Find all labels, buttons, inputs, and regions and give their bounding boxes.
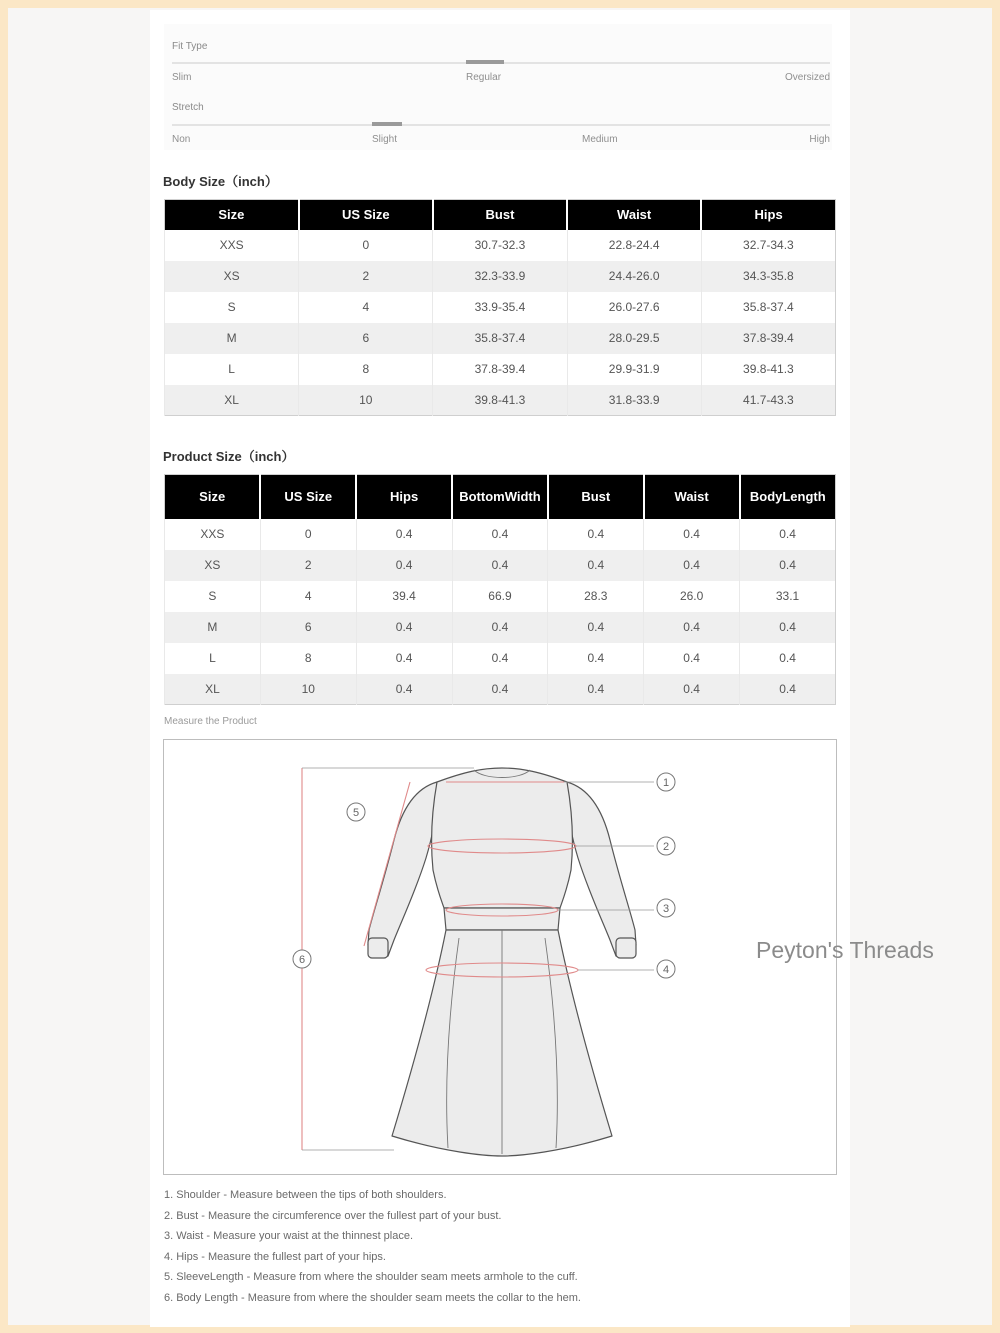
- note-bust: 2. Bust - Measure the circumference over the fullest part of your bust.: [164, 1209, 502, 1222]
- table-row: [165, 550, 836, 581]
- fit-stretch-panel: [164, 24, 832, 150]
- marker-5-icon: [347, 803, 365, 821]
- column-header: BodyLength: [740, 475, 836, 519]
- table-cell: 0.4: [356, 612, 452, 643]
- table-row: [165, 612, 836, 643]
- svg-text:3: 3: [662, 903, 670, 915]
- table-cell: 32.7-34.3: [701, 230, 835, 261]
- table-cell: 4: [299, 292, 433, 323]
- table-cell: 4: [260, 581, 356, 612]
- table-cell: 2: [299, 261, 433, 292]
- svg-text:5: 5: [352, 807, 360, 819]
- table-cell: 0.4: [644, 643, 740, 674]
- table-cell: 0.4: [644, 674, 740, 705]
- product-size-title: Product Size（inch）: [163, 449, 295, 464]
- table-row: [165, 323, 836, 354]
- note-waist: 3. Waist - Measure your waist at the thinnest place.: [164, 1230, 414, 1243]
- table-cell: 39.4: [356, 581, 452, 612]
- marker-6-icon: [293, 950, 311, 968]
- stretch-label-non: Non: [172, 134, 191, 145]
- table-cell: 0.4: [452, 643, 548, 674]
- column-header: US Size: [299, 200, 433, 230]
- table-cell: 31.8-33.9: [567, 385, 701, 416]
- stretch-indicator: [372, 122, 402, 126]
- column-header: Waist: [644, 475, 740, 519]
- table-cell: 35.8-37.4: [701, 292, 835, 323]
- marker-1-icon: [657, 773, 675, 791]
- table-cell: 0.4: [644, 550, 740, 581]
- table-cell: 0.4: [452, 612, 548, 643]
- svg-text:6: 6: [298, 954, 306, 966]
- svg-text:1: 1: [662, 777, 670, 789]
- table-cell: 28.0-29.5: [567, 323, 701, 354]
- fit-label-slim: Slim: [172, 72, 192, 83]
- table-cell: 0: [260, 519, 356, 550]
- table-cell: 10: [299, 385, 433, 416]
- table-cell: 8: [299, 354, 433, 385]
- table-cell: 35.8-37.4: [433, 323, 567, 354]
- table-cell: XL: [165, 385, 299, 416]
- svg-text:4: 4: [662, 964, 670, 976]
- table-row: [165, 354, 836, 385]
- column-header: Hips: [701, 200, 835, 230]
- stretch-label-medium: Medium: [582, 134, 618, 145]
- table-cell: 24.4-26.0: [567, 261, 701, 292]
- column-header: BottomWidth: [452, 475, 548, 519]
- dress-illustration: [164, 740, 836, 1174]
- column-header: Size: [165, 475, 261, 519]
- marker-3-icon: [657, 899, 675, 917]
- table-row: [165, 292, 836, 323]
- stretch-title: Stretch: [172, 102, 204, 113]
- fit-label-regular: Regular: [466, 72, 502, 83]
- table-cell: XS: [165, 550, 261, 581]
- table-cell: XXS: [165, 519, 261, 550]
- column-header: US Size: [260, 475, 356, 519]
- table-cell: 0.4: [356, 550, 452, 581]
- column-header: Size: [165, 200, 299, 230]
- table-row: [165, 519, 836, 550]
- table-cell: 66.9: [452, 581, 548, 612]
- table-cell: 8: [260, 643, 356, 674]
- table-cell: 10: [260, 674, 356, 705]
- table-cell: L: [165, 354, 299, 385]
- table-cell: S: [165, 581, 261, 612]
- stretch-label-high: High: [809, 134, 830, 145]
- table-cell: 0.4: [740, 612, 836, 643]
- column-header: Waist: [567, 200, 701, 230]
- table-cell: 33.1: [740, 581, 836, 612]
- table-cell: 0.4: [452, 519, 548, 550]
- table-cell: 0.4: [740, 674, 836, 705]
- table-header-row: [165, 200, 836, 230]
- table-cell: 0.4: [548, 643, 644, 674]
- note-body-length: 6. Body Length - Measure from where the shoulder seam meets the collar to the hem.: [164, 1291, 581, 1304]
- table-cell: L: [165, 643, 261, 674]
- table-cell: 0.4: [548, 550, 644, 581]
- fit-label-oversized: Oversized: [784, 72, 830, 83]
- table-row: [165, 643, 836, 674]
- table-cell: 0.4: [548, 674, 644, 705]
- table-row: [165, 230, 836, 261]
- table-cell: 33.9-35.4: [433, 292, 567, 323]
- table-row: [165, 261, 836, 292]
- table-cell: 0.4: [548, 519, 644, 550]
- table-cell: 26.0-27.6: [567, 292, 701, 323]
- note-shoulder: 1. Shoulder - Measure between the tips of both shoulders.: [164, 1189, 447, 1201]
- marker-4-icon: [657, 960, 675, 978]
- table-cell: 32.3-33.9: [433, 261, 567, 292]
- table-cell: XL: [165, 674, 261, 705]
- table-cell: 0.4: [740, 643, 836, 674]
- measure-caption: Measure the Product: [164, 716, 257, 727]
- table-cell: 41.7-43.3: [701, 385, 835, 416]
- table-cell: 0.4: [644, 612, 740, 643]
- table-cell: 0.4: [548, 612, 644, 643]
- table-cell: S: [165, 292, 299, 323]
- table-cell: XXS: [165, 230, 299, 261]
- fit-type-title: Fit Type: [172, 41, 208, 52]
- table-cell: 6: [299, 323, 433, 354]
- note-hips: 4. Hips - Measure the fullest part of your hips.: [164, 1250, 386, 1263]
- column-header: Hips: [356, 475, 452, 519]
- product-size-table: [164, 474, 836, 705]
- table-cell: M: [165, 612, 261, 643]
- fit-type-indicator: [466, 60, 504, 64]
- watermark: Peyton's Threads: [756, 937, 934, 963]
- table-cell: 0.4: [356, 643, 452, 674]
- table-cell: 34.3-35.8: [701, 261, 835, 292]
- column-header: Bust: [548, 475, 644, 519]
- note-sleeve-length: 5. SleeveLength - Measure from where the shoulder seam meets armhole to the cuff.: [164, 1271, 578, 1284]
- table-cell: 0.4: [356, 519, 452, 550]
- stretch-label-slight: Slight: [372, 134, 398, 145]
- table-cell: 0.4: [740, 519, 836, 550]
- table-cell: 0.4: [740, 550, 836, 581]
- table-cell: 26.0: [644, 581, 740, 612]
- table-cell: 30.7-32.3: [433, 230, 567, 261]
- table-cell: 39.8-41.3: [701, 354, 835, 385]
- body-size-table: [164, 199, 836, 416]
- body-size-title: Body Size（inch）: [163, 174, 278, 189]
- table-cell: XS: [165, 261, 299, 292]
- table-cell: 2: [260, 550, 356, 581]
- measurement-diagram: [163, 739, 837, 1175]
- table-cell: 28.3: [548, 581, 644, 612]
- table-cell: 39.8-41.3: [433, 385, 567, 416]
- table-cell: 0: [299, 230, 433, 261]
- table-cell: M: [165, 323, 299, 354]
- table-cell: 22.8-24.4: [567, 230, 701, 261]
- marker-2-icon: [657, 837, 675, 855]
- measurement-notes: [164, 1185, 844, 1309]
- table-cell: 0.4: [356, 674, 452, 705]
- table-row: [165, 581, 836, 612]
- table-row: [165, 674, 836, 705]
- table-cell: 0.4: [644, 519, 740, 550]
- table-cell: 0.4: [452, 550, 548, 581]
- table-header-row: [165, 475, 836, 519]
- table-cell: 29.9-31.9: [567, 354, 701, 385]
- table-cell: 0.4: [452, 674, 548, 705]
- stretch-scale: [172, 124, 830, 126]
- svg-text:2: 2: [662, 841, 670, 853]
- size-guide-sheet: [150, 10, 850, 1327]
- table-row: [165, 385, 836, 416]
- table-cell: 37.8-39.4: [701, 323, 835, 354]
- table-cell: 37.8-39.4: [433, 354, 567, 385]
- table-cell: 6: [260, 612, 356, 643]
- column-header: Bust: [433, 200, 567, 230]
